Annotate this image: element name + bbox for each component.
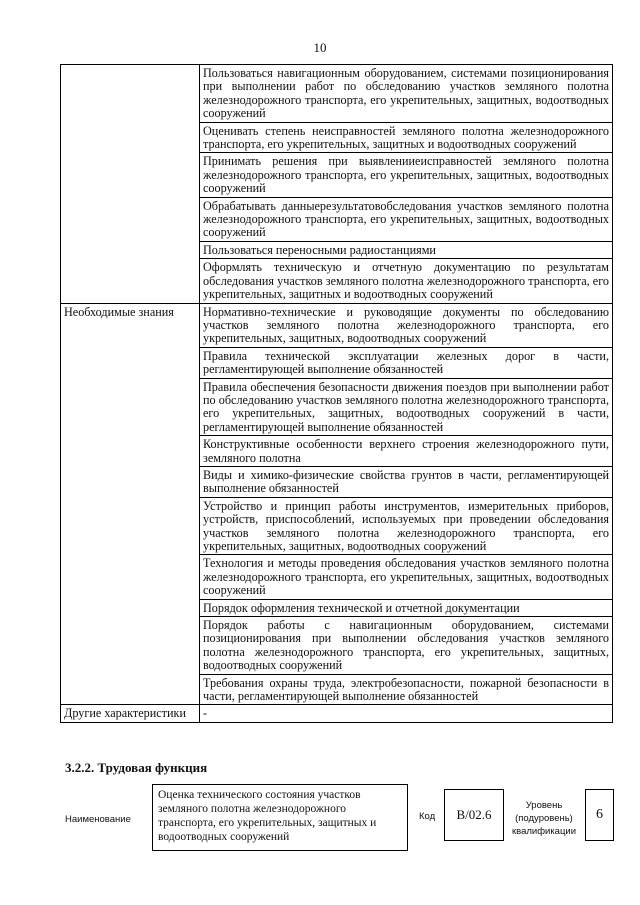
code-label: Код bbox=[419, 811, 436, 822]
function-name-box: Оценка технического состояния участков земляного полотна железнодорожного транспорта, его укрепительных, защитных и водоотводных сооружений bbox=[152, 784, 408, 851]
page-number: 10 bbox=[313, 40, 327, 55]
knowledge-item: Порядок оформления технической и отчетной документации bbox=[200, 599, 613, 616]
knowledge-item: Технология и методы проведения обследования участков земляного полотна железнодорожного транспорта, его укрепительных, защитных, водоотводных сооружений bbox=[200, 555, 613, 599]
skill-item: Пользоваться навигационным оборудованием, системами позиционирования при выполнении работ по обследованию участков земляного полотна железнодорожного транспорта, его укрепительных, защитных, водоотводных сооружений bbox=[200, 65, 613, 123]
requirements-table bbox=[60, 64, 613, 723]
table-row bbox=[61, 303, 613, 347]
knowledge-item: Нормативно-технические и руководящие документы по обследованию участков земляного полотна железнодорожного транспорта, его укрепительных, защитных, водоотводных сооружений bbox=[200, 303, 613, 347]
code-box: B/02.6 bbox=[444, 789, 504, 841]
skill-item: Пользоваться переносными радиостанциями bbox=[200, 241, 613, 258]
skill-item: Оформлять техническую и отчетную документацию по результатам обследования участков земляного полотна железнодорожного транспорта, его укрепительных, защитных и водоотводных сооружений bbox=[200, 259, 613, 303]
other-characteristics-label: Другие характеристики bbox=[61, 705, 200, 722]
level-label: Уровень (подуровень) квалификации bbox=[511, 800, 577, 837]
knowledge-item: Правила обеспечения безопасности движения поездов при выполнении работ по обследованию участков земляного полотна железнодорожного транспорта, его укрепительных, защитных, водоотводных сооружений в части, регламентирующей выполнение обязанностей bbox=[200, 378, 613, 436]
level-box: 6 bbox=[585, 789, 614, 841]
knowledge-item: Конструктивные особенности верхнего строения железнодорожного пути, земляного полотна bbox=[200, 436, 613, 467]
knowledge-item: Устройство и принцип работы инструментов, измерительных приборов, устройств, приспособлений, используемых при проведении обследования участков земляного полотна железнодорожного транспорта, его укрепительных, защитных, водоотводных сооружений bbox=[200, 497, 613, 555]
skill-item: Обрабатывать данныерезультатовобследования участков земляного полотна железнодорожного транспорта, его укрепительных, защитных, водоотводных сооружений bbox=[200, 197, 613, 241]
knowledge-item: Порядок работы с навигационным оборудованием, системами позиционирования при выполнении обследования участков земляного полотна железнодорожного транспорта, его укрепительных, защитных, водоотводных сооружений bbox=[200, 617, 613, 675]
skills-label-cell bbox=[61, 65, 200, 304]
skill-item: Принимать решения при выявленииеисправностей земляного полотна железнодорожного транспорта, его укрепительных, защитных, водоотводных сооружений bbox=[200, 153, 613, 197]
table-row bbox=[61, 65, 613, 123]
table-row bbox=[61, 705, 613, 722]
name-label: Наименование bbox=[65, 814, 131, 825]
knowledge-label: Необходимые знания bbox=[61, 303, 200, 705]
knowledge-item: Виды и химико-физические свойства грунтов в части, регламентирующей выполнение обязанностей bbox=[200, 466, 613, 497]
section-title: 3.2.2. Трудовая функция bbox=[65, 760, 208, 775]
other-characteristics-value: - bbox=[200, 705, 613, 722]
knowledge-item: Требования охраны труда, электробезопасности, пожарной безопасности в части, регламентирующей выполнение обязанностей bbox=[200, 674, 613, 705]
knowledge-item: Правила технической эксплуатации железных дорог в части, регламентирующей выполнение обязанностей bbox=[200, 347, 613, 378]
skill-item: Оценивать степень неисправностей земляного полотна железнодорожного транспорта, его укрепительных, защитных и водоотводных сооружений bbox=[200, 122, 613, 153]
